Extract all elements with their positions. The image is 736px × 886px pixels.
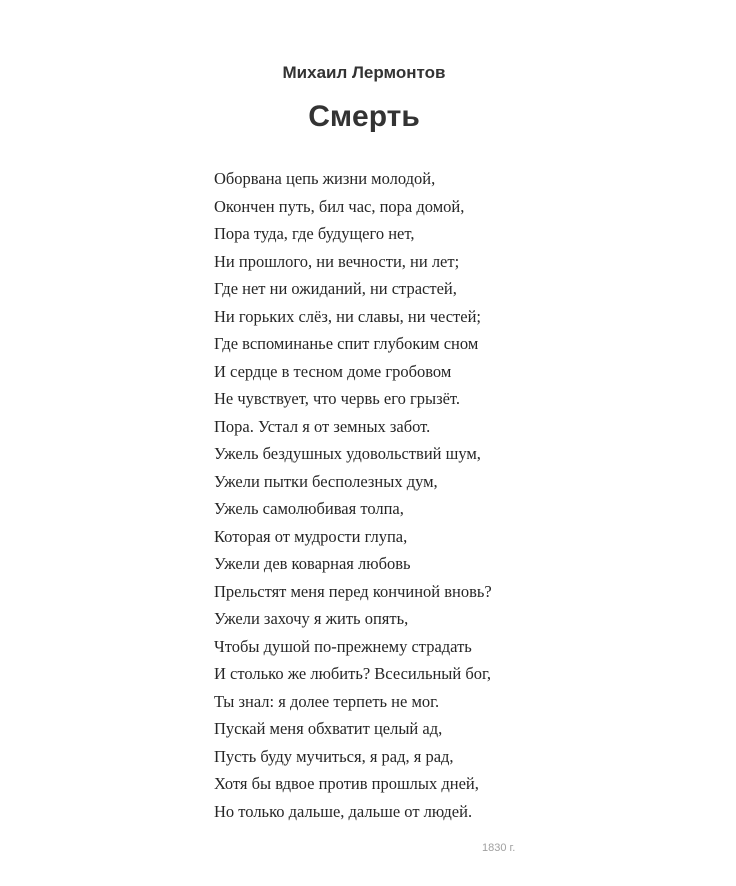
poem-line: Пускай меня обхватит целый ад, bbox=[214, 719, 443, 738]
poem-line: Оборвана цепь жизни молодой, bbox=[214, 169, 436, 188]
poem-line: Ни горьких слёз, ни славы, ни честей; bbox=[214, 306, 482, 326]
poem-line: Не чувствует, что червь его грызёт. bbox=[214, 389, 461, 408]
poem-line: Окончен путь, бил час, пора домой, bbox=[214, 196, 465, 216]
poem-line: Где вспоминанье спит глубоким сном bbox=[214, 334, 479, 353]
poem-line: Ужели дев коварная любовь bbox=[214, 554, 411, 573]
poem-line: Хотя бы вдвое против прошлых дней, bbox=[214, 774, 479, 793]
poem-title: Смерть bbox=[308, 100, 420, 133]
poem-body bbox=[214, 165, 492, 825]
poem-line: Прельстят меня перед кончиной вновь? bbox=[214, 581, 492, 601]
poem-line: Но только дальше, дальше от людей. bbox=[214, 801, 473, 821]
poem-year: 1830 г. bbox=[482, 842, 516, 854]
poem-line: Пора. Устал я от земных забот. bbox=[214, 416, 431, 436]
poem-line: И столько же любить? Всесильный бог, bbox=[214, 664, 492, 683]
poem-line: Где нет ни ожиданий, ни страстей, bbox=[214, 279, 457, 298]
poem-line: Ты знал: я долее терпеть не мог. bbox=[214, 691, 440, 711]
poem-line: Которая от мудрости глупа, bbox=[214, 526, 408, 546]
poem-line: Пора туда, где будущего нет, bbox=[214, 224, 415, 243]
poem-line: Ужель самолюбивая толпа, bbox=[214, 499, 404, 518]
poem-author: Михаил Лермонтов bbox=[282, 63, 446, 82]
poem-line: Ужели пытки бесполезных дум, bbox=[214, 471, 438, 491]
poem-line: Чтобы душой по-прежнему страдать bbox=[214, 636, 472, 656]
poem-line: Ни прошлого, ни вечности, ни лет; bbox=[214, 251, 460, 271]
poem-line: И сердце в тесном доме гробовом bbox=[214, 361, 452, 381]
poem-line: Пусть буду мучиться, я рад, я рад, bbox=[214, 746, 454, 766]
poem-line: Ужель бездушных удовольствий шум, bbox=[214, 444, 481, 463]
poem-line: Ужели захочу я жить опять, bbox=[214, 609, 409, 628]
